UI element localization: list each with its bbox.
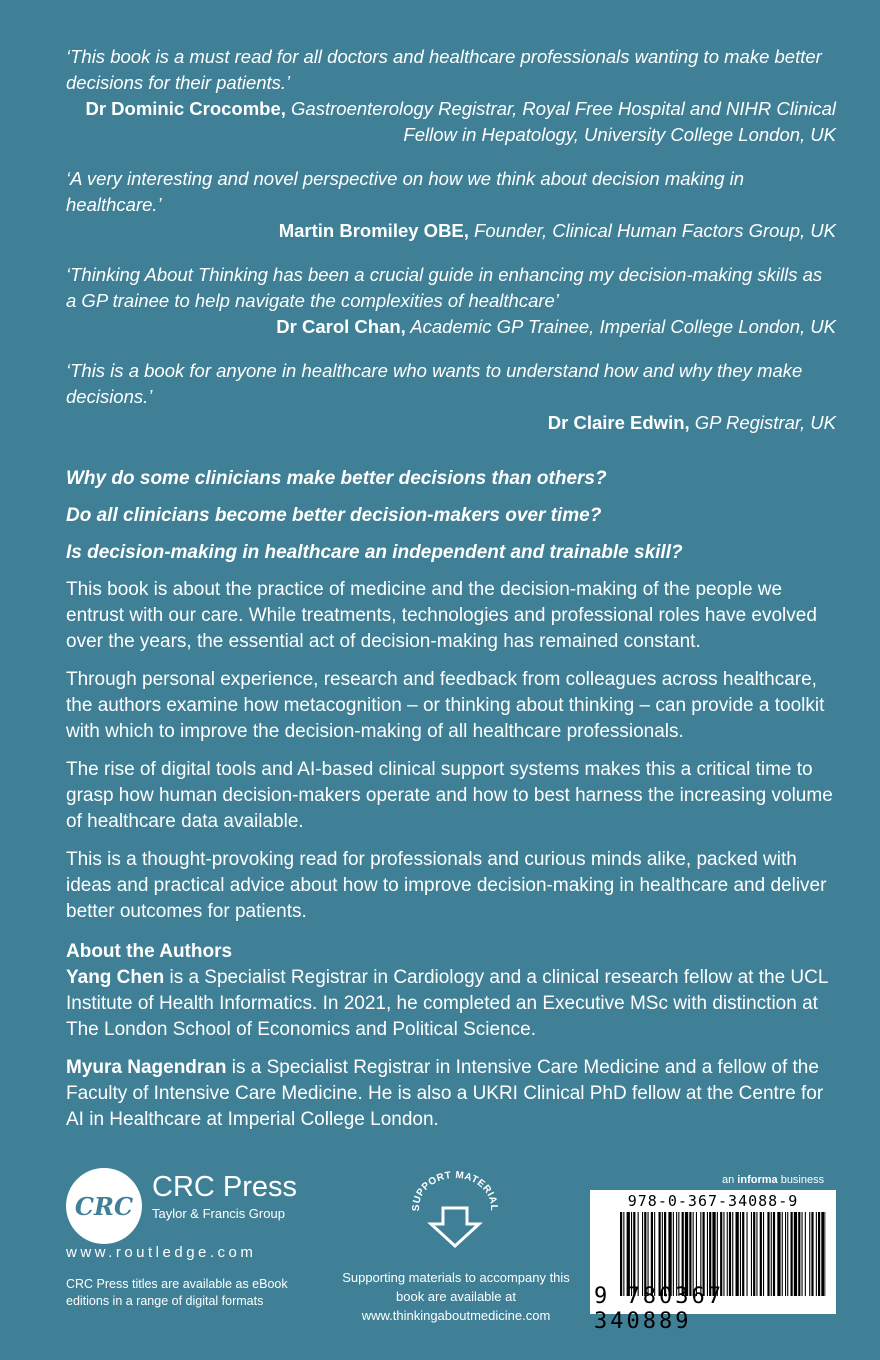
publisher-name: CRC Press (152, 1171, 298, 1203)
quote-attribution (66, 96, 836, 148)
question: Is decision-making in healthcare an independent and trainable skill? (66, 542, 683, 563)
isbn-digits: 9 780367 340889 (594, 1284, 724, 1334)
question: Why do some clinicians make better decisions than others? (66, 468, 607, 489)
informa-line (722, 1174, 824, 1186)
questions (66, 466, 836, 566)
quote-author-role: GP Registrar, UK (689, 412, 836, 433)
isbn-barcode (590, 1190, 836, 1334)
quote (66, 166, 836, 244)
about-authors-heading: About the Authors (66, 941, 233, 962)
ebook-note: CRC Press titles are available as eBook editions in a range of digital formats (66, 1277, 288, 1308)
website-link[interactable]: www.routledge.com (66, 1244, 257, 1261)
back-cover-content (66, 44, 836, 1145)
crc-logo (66, 1168, 142, 1244)
publisher-group: Taylor & Francis Group (152, 1206, 285, 1221)
description-paragraph: This book is about the practice of medicine and the decision-making of the people we entrust with our care. While treatments, technologies and professional roles have evolved over the years, the essential act of decision-making has remained constant. (66, 579, 817, 652)
support-badge-text: SUPPORT MATERIAL (410, 1170, 500, 1212)
author-bio (66, 965, 836, 1043)
isbn-text: 978-0-367-34088-9 (627, 1192, 799, 1210)
quote (66, 262, 836, 340)
informa-prefix: an (722, 1174, 738, 1186)
author-bio (66, 1055, 836, 1133)
informa-suffix: business (777, 1174, 825, 1186)
description-paragraph: This is a thought-provoking read for professionals and curious minds alike, packed with ideas and practical advice about how to improve decision-making in healthcare and deliver better outcomes for patients. (66, 849, 827, 922)
quote (66, 44, 836, 148)
quote-author-role: Academic GP Trainee, Imperial College London, UK (405, 316, 836, 337)
quote-attribution (66, 314, 836, 340)
quote-author: Dr Dominic Crocombe, (85, 98, 286, 119)
footer (0, 1160, 880, 1360)
quote-text: ‘This book is a must read for all doctors and healthcare professionals wanting to make better decisions for their patients.’ (66, 46, 822, 93)
question: Do all clinicians become better decision-makers over time? (66, 505, 602, 526)
quote-author-role: Gastroenterology Registrar, Royal Free Hospital and NIHR Clinical Fellow in Hepatology, University College London, UK (285, 98, 836, 145)
author-bio-text: is a Specialist Registrar in Intensive Care Medicine and a fellow of the Faculty of Intensive Care Medicine. He is also a UKRI Clinical PhD fellow at the Centre for AI in Healthcare at Imperial College London. (66, 1057, 824, 1130)
description-paragraph: Through personal experience, research and feedback from colleagues across healthcare, the authors examine how metacognition – or thinking about thinking – can provide a toolkit with which to improve the decision-making of all healthcare professionals. (66, 669, 825, 742)
author-name: Yang Chen (66, 967, 165, 988)
quote-text: ‘This is a book for anyone in healthcare who wants to understand how and why they make decisions.’ (66, 360, 803, 407)
informa-bold: informa (737, 1174, 778, 1186)
author-name: Myura Nagendran (66, 1057, 227, 1078)
quote-author: Dr Claire Edwin, (547, 412, 690, 433)
support-material-icon (405, 1170, 505, 1250)
quote (66, 358, 836, 436)
crc-logo-text: CRC (74, 1191, 134, 1221)
description-paragraph: The rise of digital tools and AI-based clinical support systems makes this a critical time to grasp how human decision-makers operate and how to best harness the increasing volume of healthcare data available. (66, 759, 833, 832)
support-text: Supporting materials to accompany this book are available at www.thinkingaboutmedicine.com (342, 1270, 570, 1323)
quote-author: Martin Bromiley OBE, (278, 220, 469, 241)
quote-text: ‘A very interesting and novel perspective on how we think about decision making in healthcare.’ (66, 168, 745, 215)
svg-text:SUPPORT MATERIAL (411, 1170, 499, 1211)
author-bio-text: is a Specialist Registrar in Cardiology and a clinical research fellow at the UCL Institute of Health Informatics. In 2021, he completed an Executive MSc with distinction at The London School of Economics and Political Science. (66, 967, 828, 1040)
quote-text: ‘Thinking About Thinking has been a crucial guide in enhancing my decision-making skills as a GP trainee to help navigate the complexities of healthcare’ (66, 264, 823, 311)
quote-author-role: Founder, Clinical Human Factors Group, UK (468, 220, 836, 241)
quote-attribution (66, 218, 836, 244)
quote-attribution (66, 410, 836, 436)
quote-author: Dr Carol Chan, (276, 316, 406, 337)
